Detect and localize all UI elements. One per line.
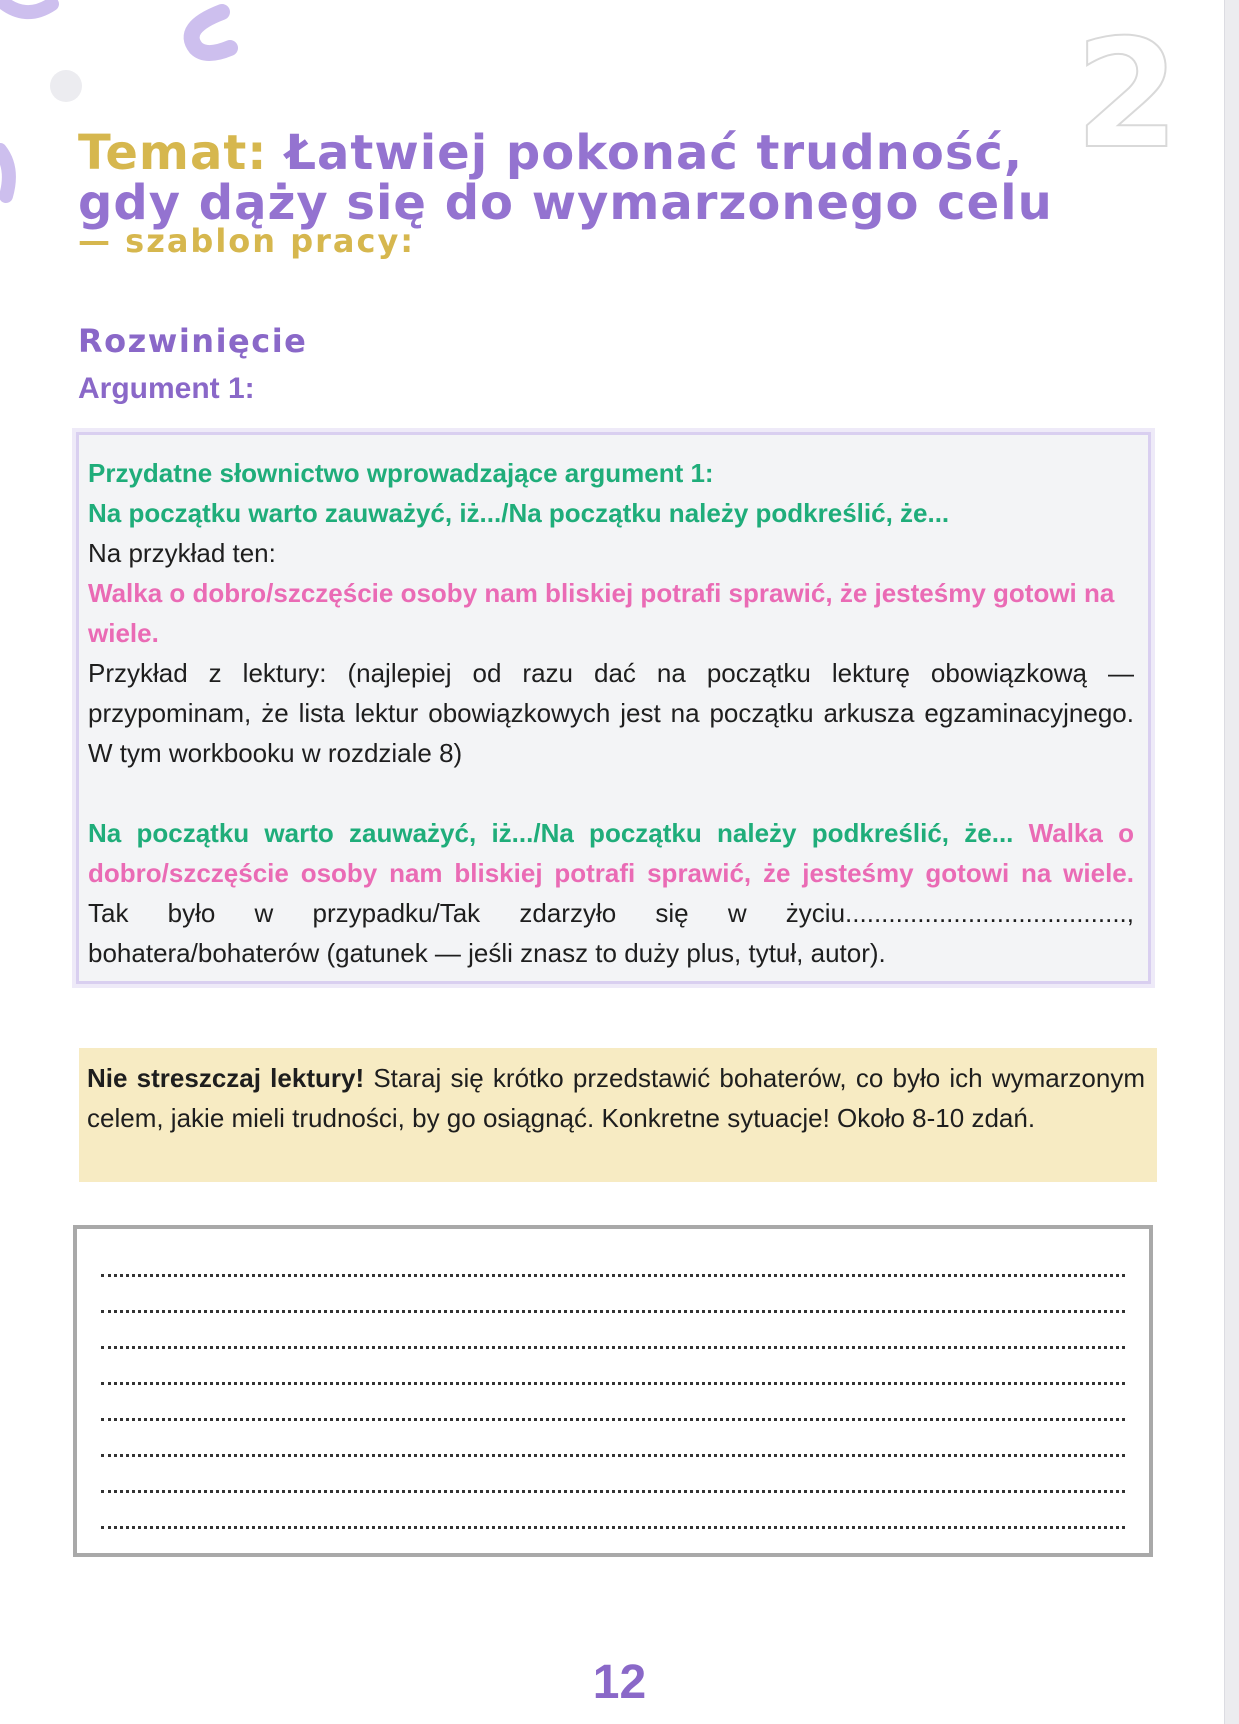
title-text: Łatwiej pokonać trudność, gdy dąży się do wymarzonego celu [78, 125, 1053, 231]
argument-label: Argument 1: [78, 372, 255, 405]
instruction-text [87, 1058, 1145, 1138]
writing-line[interactable] [101, 1349, 1125, 1385]
sample-paragraph [88, 813, 1134, 973]
vocab-phrase: Na początku warto zauważyć, iż.../Na początku należy podkreślić, że... [88, 498, 950, 528]
lecture-note: Przykład z lektury: (najlepiej od razu dać na początku lekturę obowiązkową — przypominam, że lista lektur obowiązkowych jest na początku arkusza egzaminacyjnego. W tym workbooku w rozdziale 8) [88, 658, 1134, 768]
sample-continuation: Tak było w przypadku/Tak zdarzyło się w życiu......................................., bohatera/bohaterów (gatunek — jeśli znasz to duży plus, tytuł, autor). [88, 898, 1134, 968]
sample-thesis: Walka o dobro/szczęście osoby nam bliskiej potrafi sprawić, że jesteśmy gotowi na wiele. [88, 818, 1134, 888]
vocabulary-box [76, 432, 1151, 984]
instruction-note [79, 1048, 1157, 1182]
sample-phrase: Na początku warto zauważyć, iż.../Na początku należy podkreślić, że... [88, 818, 1014, 848]
writing-line[interactable] [101, 1313, 1125, 1349]
writing-line[interactable] [101, 1277, 1125, 1313]
instruction-body: Staraj się krótko przedstawić bohaterów, co było ich wymarzonym celem, jakie mieli trudności, by go osiągnąć. Konkretne sytuacje! Około 8-10 zdań. [87, 1063, 1145, 1133]
instruction-bold: Nie streszczaj lektury! [87, 1063, 365, 1093]
section-heading: Rozwinięcie [78, 322, 308, 360]
page-title [78, 125, 1058, 231]
page-edge [1224, 0, 1239, 1724]
writing-line[interactable] [101, 1493, 1125, 1529]
example-thesis: Walka o dobro/szczęście osoby nam bliskiej potrafi sprawić, że jesteśmy gotowi na wiele. [88, 578, 1115, 648]
page-subtitle: — szablon pracy: [78, 222, 416, 260]
writing-area[interactable] [73, 1225, 1153, 1557]
vocab-heading: Przydatne słownictwo wprowadzające argument 1: [88, 458, 714, 488]
corner-page-number: 2 [1075, 8, 1180, 182]
writing-line[interactable] [101, 1241, 1125, 1277]
page-number: 12 [592, 1656, 647, 1709]
writing-line[interactable] [101, 1421, 1125, 1457]
writing-line[interactable] [101, 1385, 1125, 1421]
writing-line[interactable] [101, 1457, 1125, 1493]
title-lead: Temat: [78, 125, 268, 181]
example-intro: Na przykład ten: [88, 538, 276, 568]
